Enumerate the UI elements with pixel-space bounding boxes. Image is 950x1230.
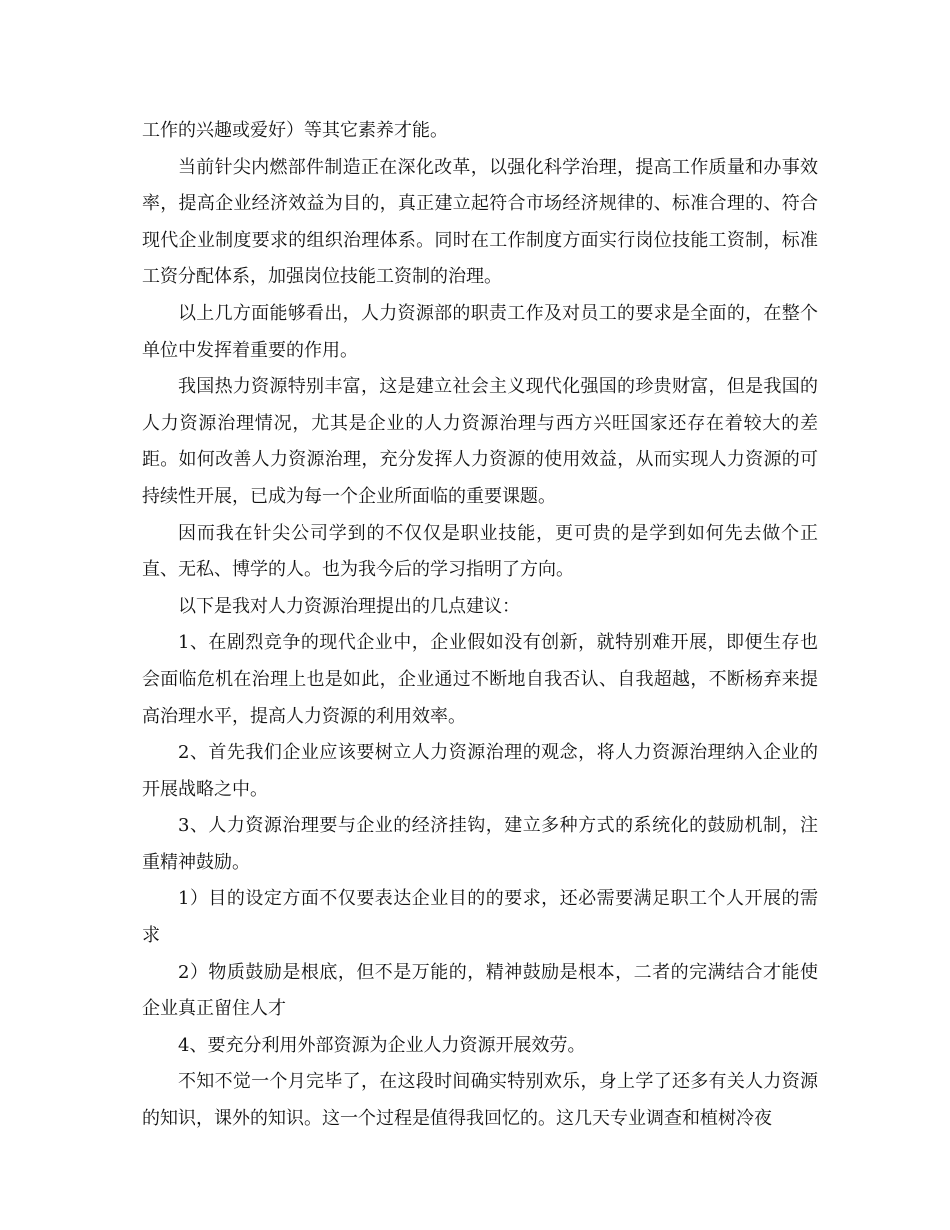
document-body: [142, 113, 818, 1138]
paragraph-sub-item-2: 2）物质鼓励是根底，但不是万能的，精神鼓励是根本，二者的完满结合才能使企业真正留住人才: [142, 961, 818, 1020]
paragraph-sub-item-1: 1）目的设定方面不仅要表达企业目的的要求，还必需要满足职工个人开展的需求: [142, 888, 818, 947]
paragraph-suggestion-1: 1、在剧烈竞争的现代企业中，企业假如没有创新，就特别难开展，即便生存也会面临危机在治理上也是如此，企业通过不断地自我否认、自我超越，不断杨弃来提高治理水平，提高人力资源的利用效率。: [142, 632, 818, 727]
paragraph-continuation: 工作的兴趣或爱好）等其它素养才能。: [142, 120, 448, 141]
paragraph-hr-duties: 以上几方面能够看出，人力资源部的职责工作及对员工的要求是全面的，在整个单位中发挥着重要的作用。: [142, 302, 818, 361]
paragraph-suggestion-4: 4、要充分利用外部资源为企业人力资源开展效劳。: [178, 1034, 586, 1056]
paragraph-suggestions-intro: 以下是我对人力资源治理提出的几点建议：: [178, 595, 520, 617]
paragraph-suggestion-3: 3、人力资源治理要与企业的经济挂钩，建立多种方式的系统化的鼓励机制，注重精神鼓励。: [142, 815, 818, 873]
paragraph-closing: 不知不觉一个月完毕了，在这段时间确实特别欢乐，身上学了还多有关人力资源的知识，课外的知识。这一个过程是值得我回忆的。这几天专业调查和植树冷夜: [142, 1071, 818, 1130]
paragraph-resources: 我国热力资源特别丰富，这是建立社会主义现代化强国的珍贵财富，但是我国的人力资源治理情况，尤其是企业的人力资源治理与西方兴旺国家还存在着较大的差距。如何改善人力资源治理，充分发挥人力资源的使用效益，从而实现人力资源的可持续性开展，已成为每一个企业所面临的重要课题。: [142, 376, 818, 507]
paragraph-reform: 当前针尖内燃部件制造正在深化改革，以强化科学治理，提高工作质量和办事效率，提高企业经济效益为目的，真正建立起符合市场经济规律的、标准合理的、符合现代企业制度要求的组织治理体系。同时在工作制度方面实行岗位技能工资制，标准工资分配体系，加强岗位技能工资制的治理。: [142, 156, 818, 288]
paragraph-learning: 因而我在针尖公司学到的不仅仅是职业技能，更可贵的是学到如何先去做个正直、无私、博学的人。也为我今后的学习指明了方向。: [142, 522, 818, 581]
paragraph-suggestion-2: 2、首先我们企业应该要树立人力资源治理的观念，将人力资源治理纳入企业的开展战略之中。: [142, 742, 818, 800]
